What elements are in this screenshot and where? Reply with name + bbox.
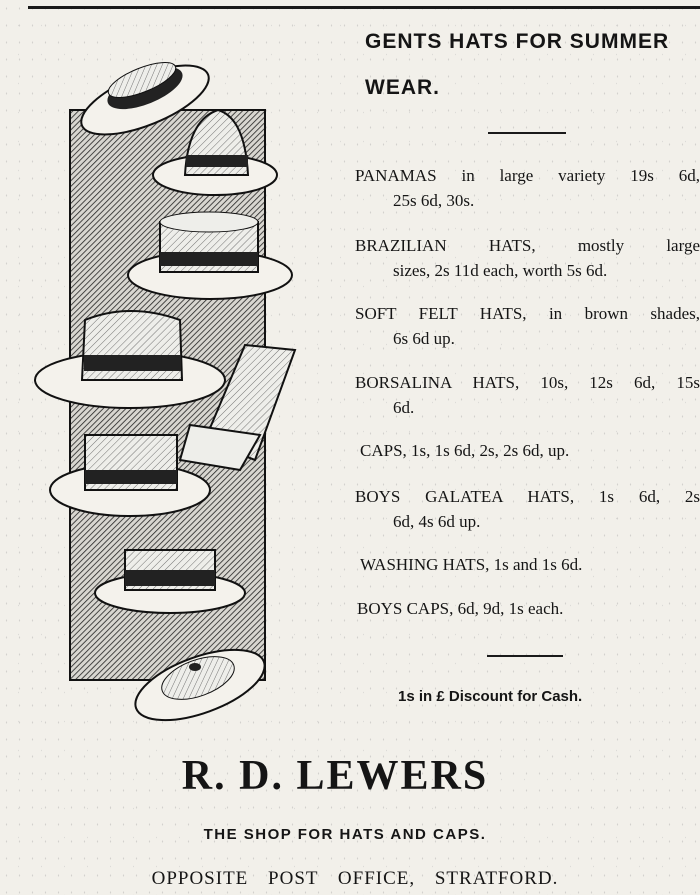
shop-address: OPPOSITE POST OFFICE, STRATFORD. — [151, 868, 559, 889]
discount-notice: 1s in £ Discount for Cash. — [398, 688, 583, 705]
heading-line-2: WEAR. — [365, 76, 440, 99]
shop-tagline: THE SHOP FOR HATS AND CAPS. — [203, 826, 487, 843]
list-item-borsalina-hats: BORSALINA HATS, 10s, 12s 6d, 15s 6d. — [355, 373, 700, 417]
hats-illustration — [30, 40, 320, 730]
list-item-soft-felt-hats: SOFT FELT HATS, in brown shades, 6s 6d up. — [355, 304, 700, 348]
heading-line-1: GENTS HATS FOR SUMMER — [365, 30, 670, 53]
list-item-boys-galatea-hats: BOYS GALATEA HATS, 1s 6d, 2s 6d, 4s 6d up. — [355, 487, 700, 531]
divider-top — [488, 132, 566, 134]
merchant-name: R. D. LEWERS — [181, 753, 489, 799]
top-rule — [28, 6, 700, 9]
list-item-washing-hats: WASHING HATS, 1s and 1s 6d. — [360, 555, 583, 574]
list-item-panamas: PANAMAS in large variety 19s 6d, 25s 6d, 30s. — [355, 166, 700, 210]
list-item-caps: CAPS, 1s, 1s 6d, 2s, 2s 6d, up. — [360, 441, 570, 460]
divider-bottom — [487, 655, 563, 657]
list-item-boys-caps: BOYS CAPS, 6d, 9d, 1s each. — [357, 599, 564, 618]
list-item-brazilian-hats: BRAZILIAN HATS, mostly large sizes, 2s 11d each, worth 5s 6d. — [355, 236, 700, 280]
